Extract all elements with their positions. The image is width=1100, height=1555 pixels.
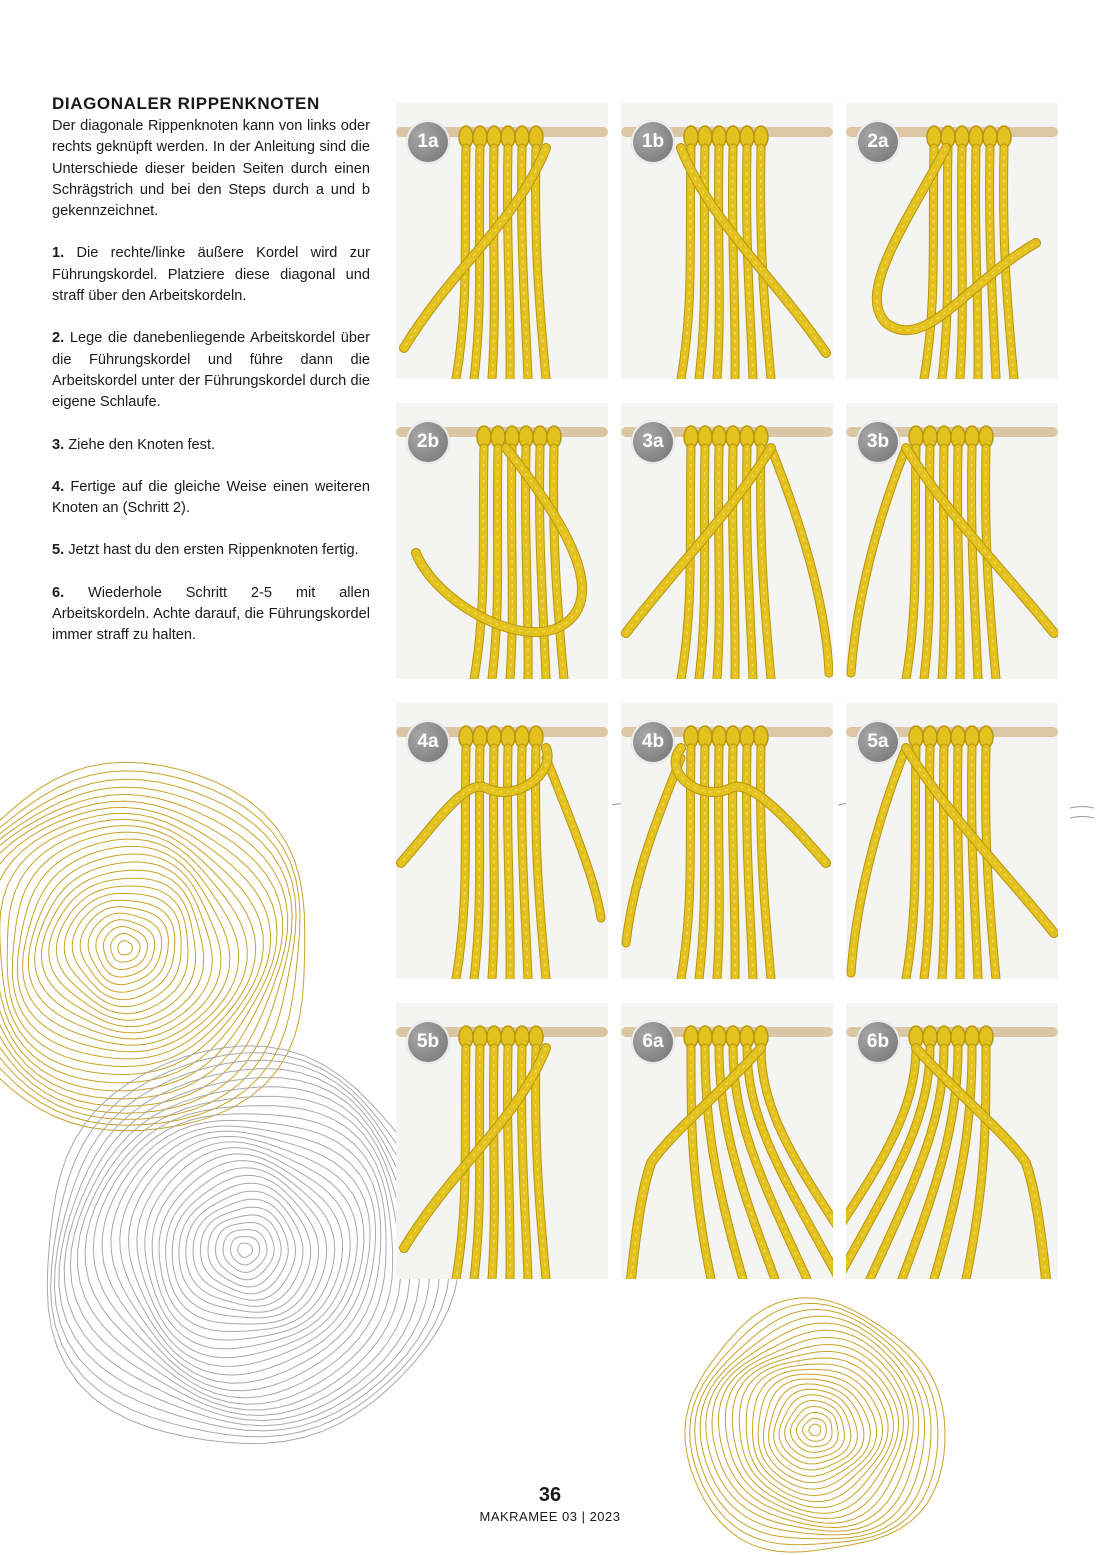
step-number: 1. [52,245,65,262]
decor-ring [12,832,247,1059]
decor-ring [0,779,296,1119]
step-item [52,435,370,456]
cord-shadow [851,748,906,973]
cord [536,148,546,379]
decor-ring [763,1379,870,1483]
decor-ring [0,813,271,1082]
decor-ring [739,1358,893,1508]
step-photo [846,1003,1058,1279]
cord [761,448,771,679]
step-number: 2. [52,330,65,347]
step-list [52,243,370,646]
decor-ring [137,1142,358,1358]
step-photo [396,403,608,679]
page-footer [450,1484,650,1524]
cord-shadow [771,448,829,673]
step-photo [621,1003,833,1279]
cord [536,1048,546,1279]
decor-ring [152,1154,342,1340]
step-photo [396,703,608,979]
decor-ring [690,1303,938,1544]
decor-ring [718,1337,908,1523]
step-number: 4. [52,478,65,495]
step-badge: 5a [856,720,900,764]
decor-ring [216,1223,275,1280]
step-badge: 6a [631,1020,675,1064]
decor-ring [186,1191,303,1306]
decor-ring [238,1243,253,1257]
step-photo [396,1003,608,1279]
step-badge: 4a [406,720,450,764]
decor-ring [0,807,277,1091]
step-photo [621,703,833,979]
decor-ring [779,1395,851,1464]
decor-ring [695,1309,931,1538]
step-item [52,540,370,561]
decor-ring [753,1369,883,1495]
decor-ring [0,787,292,1113]
step-text: Fertige auf die gleiche Weise einen weiteren Knoten an (Schritt 2). [52,478,370,517]
page-number: 36 [538,1484,562,1506]
step-badge: 5b [406,1020,450,1064]
cord [554,448,564,679]
article-title: DIAGONALER RIPPENKNOTEN [52,94,320,113]
decor-ring [706,1323,919,1531]
decor-ring [200,1207,288,1294]
decor-ring [72,900,175,999]
decor-ring [685,1298,945,1552]
decor-ring [796,1412,832,1446]
step-text: Jetzt hast du den ersten Rippenknoten fertig. [68,542,359,559]
decor-ring [23,846,230,1045]
step-badge: 3a [631,420,675,464]
step-item [52,583,370,647]
step-number: 6. [52,584,65,601]
decor-ring [0,819,263,1074]
decor-ring [103,927,147,970]
step-item [52,328,370,413]
step-badge: 1a [406,120,450,164]
decor-dash [1070,807,1094,809]
decor-ring [700,1316,925,1535]
cord-shadow [851,448,906,673]
step-badge: 1b [631,120,675,164]
decor-ring [54,1060,439,1431]
decor-ring [35,862,212,1033]
step-item [52,243,370,307]
decor-ring [96,920,155,977]
photo-grid [396,103,1058,1279]
decor-ring [758,1374,876,1489]
decor-ring [85,1106,393,1405]
cord [761,748,771,979]
decor-ring [769,1384,864,1476]
decor-ring [56,886,188,1014]
decor-ring [64,1078,419,1421]
step-photo [621,103,833,379]
decor-ring [208,1215,281,1287]
decor-ring [172,1175,318,1318]
decor-ring [712,1330,913,1527]
decor-ring [111,933,140,962]
decor-ring [732,1352,898,1514]
step-text: Wiederhole Schritt 2-5 mit allen Arbeitskordeln. Achte darauf, die Führungskordel immer straff zu halten. [52,584,370,644]
decor-ring [0,771,300,1125]
decor-ring [7,826,256,1067]
step-text: Die rechte/linke äußere Kordel wird zur Führungskordel. Platziere diese diagonal und straff über den Arbeitskordeln. [52,245,370,305]
decor-ring [725,1345,903,1519]
decor-ring [51,1053,450,1437]
step-badge: 6b [856,1020,900,1064]
issue-label: MAKRAMEE 03 | 2023 [479,1509,621,1524]
decor-ring [88,913,162,985]
decor-ring [49,878,196,1020]
decor-ring [231,1237,260,1265]
step-text: Ziehe den Knoten fest. [68,436,216,453]
step-number: 5. [52,542,65,559]
decor-ring [809,1424,821,1436]
decor-ring [80,907,168,993]
step-badge: 2b [406,420,450,464]
decor-ring [59,1069,430,1426]
article-text [52,94,370,668]
decor-ring [118,941,133,955]
step-item [52,477,370,520]
decor-ring [41,870,203,1027]
step-photo [396,103,608,379]
decor-ring [102,1120,381,1390]
step-badge: 3b [856,420,900,464]
decor-ring [785,1401,845,1459]
decor-ring [111,1126,376,1383]
step-photo [846,103,1058,379]
decor-ring [145,1148,350,1349]
article-intro: Der diagonale Rippenknoten kann von links oder rechts geknüpft werden. In der Anleitung sind die Unterschiede dieser beiden Seiten durch einen Schrägstrich und bei den Steps durch a und b gekennzeichnet. [52,118,370,220]
decor-ring [166,1168,327,1324]
decor-ring [159,1161,335,1332]
decor-ring [0,762,305,1131]
decor-ring [78,1096,401,1410]
decor-ring [129,1137,365,1367]
decor-ring [28,854,221,1039]
step-photo [846,403,1058,679]
step-badge: 2a [856,120,900,164]
step-number: 3. [52,436,65,453]
decor-ring [193,1199,296,1300]
decor-ring [17,839,238,1052]
decor-ring [791,1406,839,1452]
decor-ring [93,1114,386,1398]
decor-ring [120,1131,370,1375]
step-photo [621,403,833,679]
decor-ring [0,794,288,1106]
step-text: Lege die danebenliegende Arbeitskordel über die Führungskordel und führe dann die Arbeitskordel unter der Führungskordel durch die eigene Schlaufe. [52,330,370,411]
step-photo [846,703,1058,979]
decor-ring [64,893,181,1006]
decor-ring [70,1087,409,1416]
step-badge: 4b [631,720,675,764]
decor-ring [0,801,283,1099]
decor-dash [1070,817,1094,819]
decor-ring [179,1183,311,1312]
decor-ring [803,1418,827,1441]
decor-ring [223,1230,267,1273]
decor-ring [774,1389,858,1470]
decor-ring [746,1364,888,1502]
